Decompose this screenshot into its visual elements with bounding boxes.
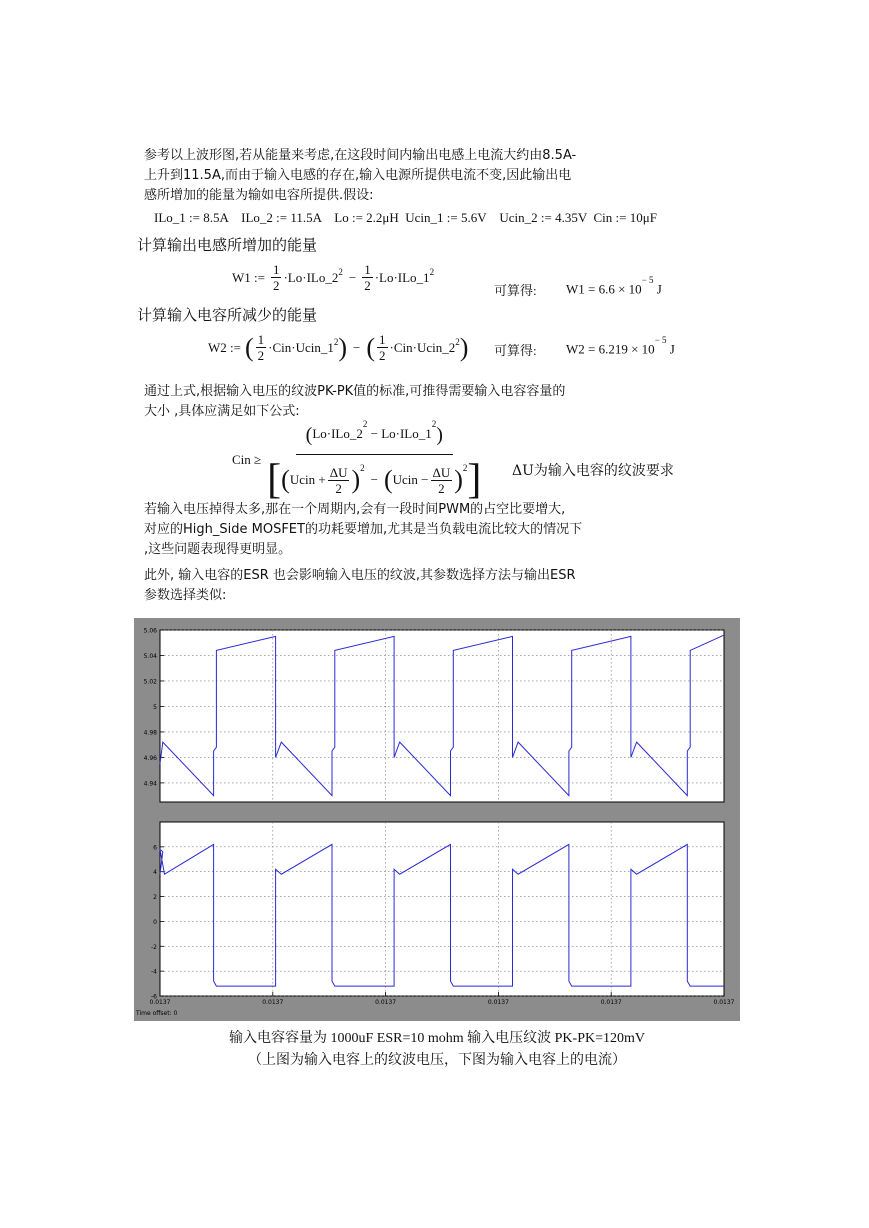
w2-result-value: W2 = 6.219 × 10 xyxy=(566,341,655,357)
half-fraction: $\frac{1}{2}$ xyxy=(379,332,386,363)
cin-fraction xyxy=(267,418,481,501)
minus-sign: − xyxy=(353,339,361,355)
w2-term2: ·Cin·Ucin_2 xyxy=(389,339,456,355)
du-fraction: $\frac{\Delta U}{2}$ xyxy=(329,464,348,496)
intro-line: 上升到11.5A,而由于输入电感的存在,输入电源所提供电流不变,因此输出电 xyxy=(144,168,572,183)
time-offset-label: Time offset: 0 xyxy=(136,1010,178,1017)
w2-heading: 计算输入电容所减少的能量 xyxy=(137,306,318,324)
w1-formula xyxy=(232,262,434,293)
w2-result-exponent: − 5 xyxy=(654,335,667,345)
exponent: 2 xyxy=(362,418,368,429)
y-tick-label: 5.04 xyxy=(143,652,157,660)
right-paren: ) xyxy=(338,332,348,362)
w1-unit: J xyxy=(656,281,662,297)
w2-lhs: W2 := xyxy=(208,339,241,355)
middle-line: 大小 ,具体应满足如下公式: xyxy=(144,404,300,419)
y-tick-label: 2 xyxy=(153,894,157,902)
exponent: 2 xyxy=(455,336,460,347)
intro-paragraph xyxy=(144,146,624,206)
pwm-line: ,这些问题表现得更明显。 xyxy=(144,542,292,557)
w1-result-exponent: − 5 xyxy=(641,275,654,285)
exponent: 2 xyxy=(462,463,468,473)
left-paren: ( xyxy=(281,465,290,494)
minus-sign: − xyxy=(370,472,378,487)
parameter-definitions: ILo_1 := 8.5A ILo_2 := 11.5A Lo := 2.2μH Ucin_1 := 5.6V Ucin_2 := 4.35V Cin := 10μF xyxy=(154,210,657,225)
y-tick-label: -2 xyxy=(151,943,157,951)
w1-heading: 计算输出电感所增加的能量 xyxy=(137,236,318,254)
exponent: 2 xyxy=(338,266,343,277)
middle-line: 通过上式,根据输入电压的纹波PK-PK值的标准,可推得需要输入电容容量的 xyxy=(144,384,566,399)
y-tick-label: 4.94 xyxy=(143,780,157,788)
x-tick-label: 0.0137 xyxy=(600,999,622,1006)
cin-numerator xyxy=(296,418,453,455)
delta-u-note: ΔU为输入电容的纹波要求 xyxy=(512,463,674,479)
y-tick-label: 0 xyxy=(153,918,157,926)
half-fraction: $\frac{1}{2}$ xyxy=(257,332,265,363)
w1-result-value: W1 = 6.6 × 10 xyxy=(566,281,642,297)
esr-line: 此外, 输入电容的ESR 也会影响输入电压的纹波,其参数选择方法与输出ESR xyxy=(144,568,576,583)
half-fraction: $\frac{1}{2}$ xyxy=(272,262,280,293)
exponent: 2 xyxy=(360,463,365,473)
y-tick-label: 4 xyxy=(153,869,157,877)
cin-denominator xyxy=(267,455,481,501)
w1-can-calc: 可算得: xyxy=(494,283,537,298)
middle-paragraph xyxy=(144,382,624,422)
plot-area xyxy=(160,822,724,996)
esr-paragraph xyxy=(144,566,634,606)
figure-caption xyxy=(134,1028,740,1072)
plot-area xyxy=(160,630,724,802)
ucin-plus: Ucin + xyxy=(289,472,326,487)
w1-term1: ·Lo·ILo_2 xyxy=(283,269,339,285)
left-bracket: [ xyxy=(267,457,282,503)
ucin-minus: Ucin − xyxy=(392,472,429,487)
du-fraction: $\frac{\Delta U}{2}$ xyxy=(432,464,451,496)
right-paren: ) xyxy=(454,465,463,494)
y-tick-label: -4 xyxy=(151,968,157,976)
x-tick-label: 0.0137 xyxy=(375,999,397,1006)
w2-unit: J xyxy=(669,341,675,357)
w1-lhs: W1 := xyxy=(232,269,265,285)
w2-can-calc: 可算得: xyxy=(494,343,537,358)
cin-lhs: Cin ≥ xyxy=(232,451,262,467)
intro-line: 感所增加的能量为输如电容所提供.假设: xyxy=(144,188,374,203)
w2-term1: ·Cin·Ucin_1 xyxy=(268,339,334,355)
y-tick-label: 5.02 xyxy=(143,678,157,686)
intro-line: 参考以上波形图,若从能量来考虑,在这段时间内输出电感上电流大约由8.5A- xyxy=(144,148,577,163)
w2-result xyxy=(566,335,675,357)
esr-line: 参数选择类似: xyxy=(144,588,227,603)
left-paren: ( xyxy=(244,332,254,362)
half-fraction: $\frac{1}{2}$ xyxy=(364,262,371,293)
exponent: 2 xyxy=(333,336,339,347)
y-tick-label: 5 xyxy=(153,703,157,711)
right-paren: ) xyxy=(436,424,443,446)
numerator-term2: − Lo·ILo_1 xyxy=(367,425,432,441)
y-tick-label: -6 xyxy=(151,993,157,1001)
pwm-line: 对应的High_Side MOSFET的功耗要增加,尤其是当负载电流比较大的情况下 xyxy=(144,522,583,537)
w2-formula xyxy=(208,332,468,363)
minus-sign: − xyxy=(348,269,357,285)
w1-result xyxy=(566,275,662,297)
x-tick-label: 0.0137 xyxy=(149,999,171,1006)
scope-figure xyxy=(134,618,740,1021)
right-bracket: ] xyxy=(467,457,482,503)
right-paren: ) xyxy=(459,332,469,362)
right-paren: ) xyxy=(351,465,361,494)
caption-line-1: 输入电容容量为 1000uF ESR=10 mohm 输入电压纹波 PK-PK=120mV xyxy=(229,1031,645,1046)
scope-plots xyxy=(134,618,740,1021)
x-tick-label: 0.0137 xyxy=(262,999,284,1006)
pwm-paragraph xyxy=(144,500,634,560)
exponent: 2 xyxy=(429,266,435,277)
cin-inequality xyxy=(232,418,481,501)
y-tick-label: 4.96 xyxy=(143,754,157,762)
x-tick-label: 0.0137 xyxy=(713,999,735,1006)
left-paren: ( xyxy=(305,424,313,446)
caption-line-2: （上图为输入电容上的纹波电压，下图为输入电容上的电流） xyxy=(248,1053,626,1068)
w1-term2: ·Lo·ILo_1 xyxy=(374,269,430,285)
y-tick-label: 4.98 xyxy=(143,729,157,737)
y-tick-label: 6 xyxy=(153,844,157,852)
x-tick-label: 0.0137 xyxy=(487,999,509,1006)
y-tick-label: 5.06 xyxy=(143,627,157,635)
exponent: 2 xyxy=(431,418,437,429)
left-paren: ( xyxy=(383,465,393,494)
pwm-line: 若输入电压掉得太多,那在一个周期内,会有一段时间PWM的占空比要增大, xyxy=(144,502,566,517)
numerator-term1: Lo·ILo_2 xyxy=(312,425,363,441)
left-paren: ( xyxy=(366,332,376,362)
